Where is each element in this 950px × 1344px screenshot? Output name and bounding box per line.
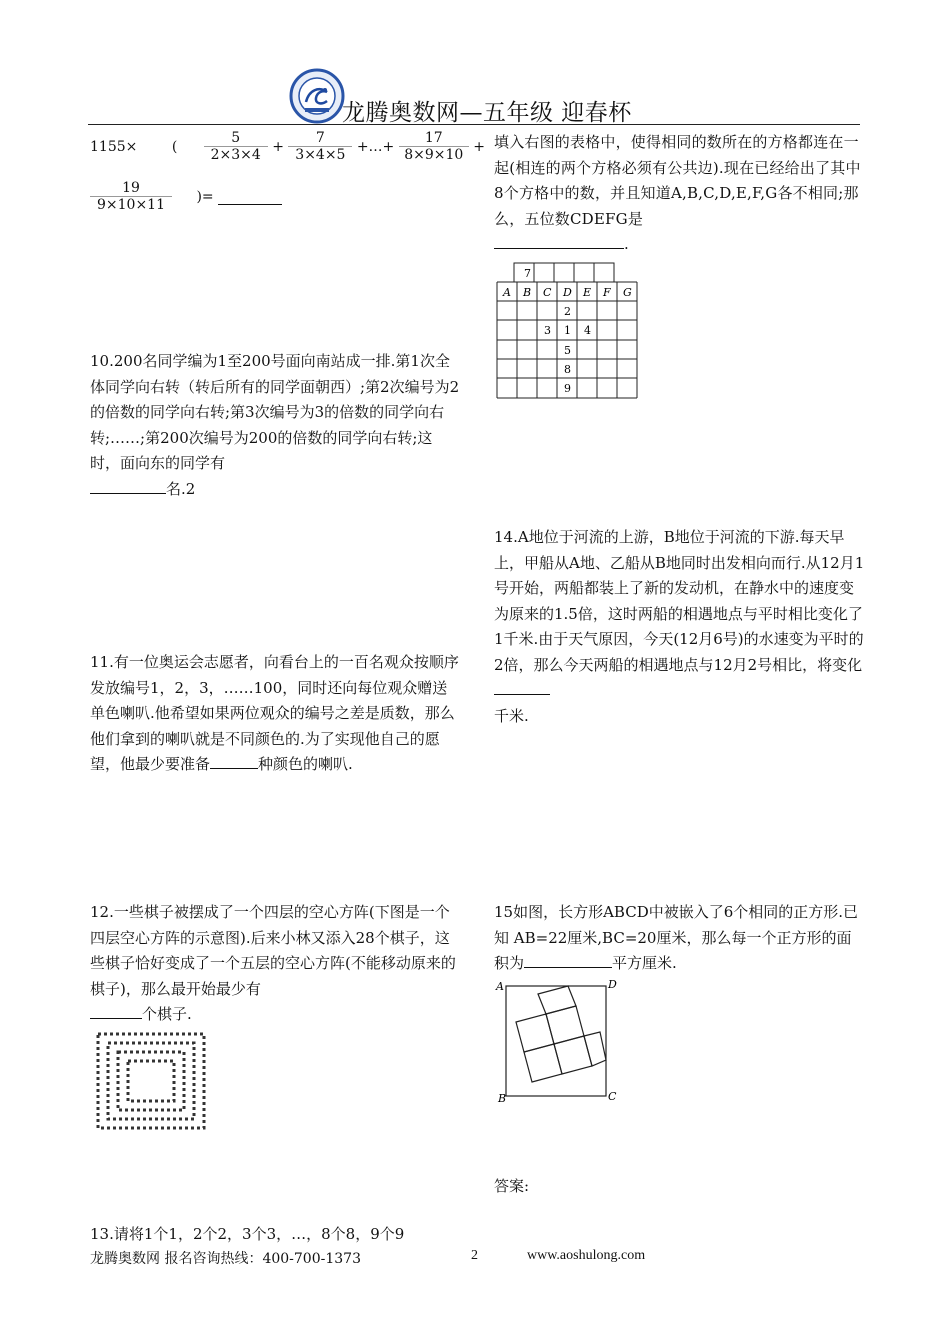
q10-tail: 名.2 bbox=[166, 479, 196, 498]
q15-answer-blank[interactable] bbox=[524, 951, 612, 968]
q10-answer-blank[interactable] bbox=[90, 477, 166, 494]
q9-fraction-2 bbox=[288, 130, 352, 163]
q9-open-paren: ( bbox=[171, 138, 178, 155]
q9-line2 bbox=[90, 180, 282, 213]
grid-value-9: 9 bbox=[564, 382, 571, 395]
footer-url[interactable]: www.aoshulong.com bbox=[527, 1248, 646, 1263]
q9-frac4-num: 19 bbox=[122, 180, 140, 196]
q12-tail: 个棋子. bbox=[142, 1005, 192, 1023]
footer-page-number: 2 bbox=[471, 1248, 478, 1263]
header-divider bbox=[88, 124, 860, 125]
grid-value-5: 5 bbox=[564, 344, 571, 357]
grid-value-4: 4 bbox=[584, 324, 591, 337]
figure-label-c: C bbox=[608, 1090, 617, 1103]
q9-fraction-1 bbox=[204, 130, 268, 163]
q9-frac1-num: 5 bbox=[231, 130, 241, 146]
q12-answer-blank[interactable] bbox=[90, 1002, 142, 1019]
answer-label: 答案: bbox=[494, 1177, 530, 1195]
q9-answer-blank[interactable] bbox=[218, 188, 282, 205]
q11-block bbox=[90, 650, 460, 778]
q9-frac4-den: 9×10×11 bbox=[90, 196, 172, 213]
q15-text: 15如图，长方形ABCD中被嵌入了6个相同的正方形.已知 AB=22厘米,BC=20厘米，那么每一个正方形的面积为 bbox=[494, 903, 859, 972]
grid-value-3: 3 bbox=[544, 324, 551, 337]
figure-label-a: A bbox=[496, 980, 504, 993]
q9-close: )= bbox=[196, 188, 214, 205]
q13-continued bbox=[494, 130, 866, 258]
q9-frac2-num: 7 bbox=[315, 130, 325, 146]
rectangle-squares-figure bbox=[494, 976, 626, 1104]
q11-answer-blank[interactable] bbox=[210, 752, 258, 769]
q9-frac2-den: 3×4×5 bbox=[288, 146, 352, 163]
q11-text: 11.有一位奥运会志愿者，向看台上的一百名观众按顺序发放编号1，2，3，……100，同时还向每位观众赠送单色喇叭.他希望如果两位观众的编号之差是质数，那么他们拿到的喇叭就是不同颜色的.为了实现他自己的愿望，他最少要准备 bbox=[90, 653, 459, 773]
q9-ellipsis: +…+ bbox=[356, 138, 395, 155]
q9-line1 bbox=[90, 130, 485, 163]
q13-block bbox=[90, 1222, 460, 1248]
q10-text: 10.200名同学编为1至200号面向南站成一排.第1次全体同学向右转（转后所有的同学面朝西）;第2次编号为2的倍数的同学向右转;第3次编号为3的倍数的同学向右转;……;第200次编号为200的倍数的同学向右转;这时，面向东的同学有 bbox=[90, 352, 460, 472]
q9-frac3-num: 17 bbox=[424, 130, 443, 146]
grid-col-c: C bbox=[543, 286, 552, 299]
q15-block bbox=[494, 900, 866, 977]
q9-plus-1: + bbox=[272, 138, 284, 155]
grid-col-a: A bbox=[503, 286, 511, 299]
footer-contact: 龙腾奥数网 报名咨询热线：400-700-1373 bbox=[90, 1251, 361, 1267]
grid-value-1: 1 bbox=[564, 324, 571, 337]
grid-col-e: E bbox=[583, 286, 592, 299]
q9-lead: 1155× bbox=[90, 138, 138, 155]
q15-tail: 平方厘米. bbox=[612, 954, 677, 972]
grid-value-8: 8 bbox=[564, 363, 571, 376]
hollow-square-figure bbox=[92, 1028, 210, 1134]
inner-squares bbox=[516, 986, 606, 1082]
grid-col-g: G bbox=[623, 286, 632, 299]
logo-emblem bbox=[289, 68, 345, 124]
q9-fraction-3 bbox=[399, 130, 469, 163]
q13cont-text: 填入右图的表格中，使得相同的数所在的方格都连在一起(相连的两个方格必须有公共边).现在已经给出了其中8个方格中的数，并且知道A,B,C,D,E,F,G各不相同;那么，五位数CDEFG是 bbox=[494, 133, 861, 228]
q13-answer-blank[interactable] bbox=[494, 232, 624, 249]
q10-block bbox=[90, 349, 460, 502]
q9-fraction-4 bbox=[90, 180, 172, 213]
q9-plus-2: + bbox=[473, 138, 485, 155]
q14-text: 14.A地位于河流的上游，B地位于河流的下游.每天早上，甲船从A地、乙船从B地同时出发相向而行.从12月1号开始，两船都装上了新的发动机，在静水中的速度变为原来的1.5倍，这时两船的相遇地点与平时相比变化了1千米.由于天气原因，今天(12月6号)的水速变为平时的2倍，那么今天两船的相遇地点与12月2号相比，将变化 bbox=[494, 528, 865, 674]
q9-frac3-den: 8×9×10 bbox=[399, 146, 469, 163]
figure-label-b: B bbox=[498, 1092, 507, 1104]
header-title: 龙腾奥数网—五年级 迎春杯 bbox=[342, 100, 632, 126]
q13cont-tail: . bbox=[624, 235, 629, 253]
grid-col-d: D bbox=[563, 286, 572, 299]
q14-tail: 千米. bbox=[494, 706, 529, 725]
grid-col-b: B bbox=[523, 286, 532, 299]
q13-text: 13.请将1个1，2个2，3个3，…，8个8，9个9 bbox=[90, 1225, 405, 1243]
q12-text: 12.一些棋子被摆成了一个四层的空心方阵(下图是一个四层空心方阵的示意图).后来小林又添入28个棋子，这些棋子恰好变成了一个五层的空心方阵(不能移动原来的棋子)，那么最开始最少有 bbox=[90, 903, 456, 998]
q14-answer-blank[interactable] bbox=[494, 678, 550, 695]
grid-top-value: 7 bbox=[524, 267, 531, 280]
q14-block bbox=[494, 525, 866, 729]
q11-tail: 种颜色的喇叭. bbox=[258, 755, 353, 773]
q9-frac1-den: 2×3×4 bbox=[204, 146, 268, 163]
grid-col-f: F bbox=[603, 286, 611, 299]
q12-block bbox=[90, 900, 460, 1028]
number-grid bbox=[494, 260, 640, 402]
figure-label-d: D bbox=[608, 978, 617, 991]
grid-value-2: 2 bbox=[564, 305, 571, 318]
